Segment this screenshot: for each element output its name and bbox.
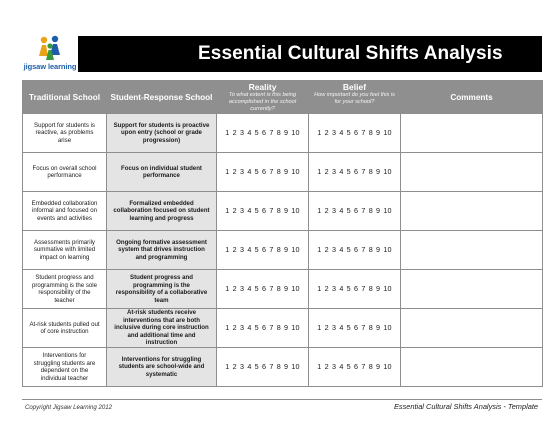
belief-rating-option[interactable]: 2 bbox=[324, 362, 329, 372]
reality-header bbox=[217, 81, 309, 114]
reality-rating-option[interactable]: 3 bbox=[239, 245, 245, 255]
reality-rating-option[interactable]: 5 bbox=[254, 245, 259, 255]
reality-rating-option[interactable]: 2 bbox=[232, 167, 237, 177]
belief-rating-option[interactable]: 3 bbox=[331, 206, 337, 216]
belief-rating-scale bbox=[315, 285, 394, 293]
reality-rating-scale bbox=[223, 168, 302, 176]
reality-rating-option[interactable]: 9 bbox=[284, 284, 289, 294]
belief-rating-option[interactable]: 1 bbox=[317, 284, 322, 294]
reality-rating-option[interactable]: 1 bbox=[225, 323, 230, 333]
belief-rating-option[interactable]: 7 bbox=[361, 245, 366, 255]
belief-rating-option[interactable]: 2 bbox=[324, 167, 329, 177]
belief-rating-option[interactable]: 3 bbox=[331, 167, 337, 177]
table-header-row bbox=[23, 81, 543, 114]
belief-rating-option[interactable]: 9 bbox=[376, 245, 381, 255]
belief-header bbox=[309, 81, 401, 114]
comments-cell[interactable] bbox=[401, 309, 543, 348]
belief-rating-option[interactable]: 7 bbox=[361, 206, 366, 216]
reality-rating-option[interactable]: 9 bbox=[284, 362, 289, 372]
reality-rating-option[interactable]: 6 bbox=[262, 323, 267, 333]
table-row bbox=[23, 231, 543, 270]
belief-rating-scale bbox=[315, 168, 394, 176]
belief-rating-option[interactable]: 4 bbox=[339, 206, 344, 216]
traditional-school-cell: Interventions for struggling students are dependent on the individual teacher bbox=[23, 348, 107, 387]
reality-rating-option[interactable]: 2 bbox=[232, 284, 237, 294]
reality-rating-option[interactable]: 9 bbox=[284, 206, 289, 216]
belief-rating-option[interactable]: 2 bbox=[324, 323, 329, 333]
belief-rating-option[interactable]: 10 bbox=[383, 167, 392, 177]
comments-cell[interactable] bbox=[401, 270, 543, 309]
reality-rating-option[interactable]: 10 bbox=[291, 362, 300, 372]
reality-rating-option[interactable]: 4 bbox=[247, 206, 252, 216]
footer-divider bbox=[22, 399, 542, 400]
belief-rating-option[interactable]: 9 bbox=[376, 206, 381, 216]
belief-rating-option[interactable]: 6 bbox=[354, 323, 359, 333]
reality-rating-option[interactable]: 10 bbox=[291, 323, 300, 333]
belief-rating-option[interactable]: 9 bbox=[376, 128, 381, 138]
belief-rating-option[interactable]: 3 bbox=[331, 245, 337, 255]
belief-rating-option[interactable]: 8 bbox=[368, 284, 373, 294]
reality-rating-option[interactable]: 2 bbox=[232, 245, 237, 255]
reality-rating-option[interactable]: 4 bbox=[247, 167, 252, 177]
student-response-school-cell: Interventions for struggling students are school-wide and systematic bbox=[107, 348, 217, 387]
reality-rating-cell bbox=[217, 192, 309, 231]
reality-rating-option[interactable]: 9 bbox=[284, 167, 289, 177]
reality-description: To what extent is this being accomplished in the school currently? bbox=[228, 92, 297, 112]
table-row bbox=[23, 348, 543, 387]
reality-rating-option[interactable]: 2 bbox=[232, 323, 237, 333]
belief-rating-scale bbox=[315, 363, 394, 371]
reality-rating-scale bbox=[223, 246, 302, 254]
belief-rating-option[interactable]: 8 bbox=[368, 206, 373, 216]
belief-rating-option[interactable]: 10 bbox=[383, 245, 392, 255]
table-row bbox=[23, 309, 543, 348]
table-row bbox=[23, 192, 543, 231]
belief-rating-option[interactable]: 7 bbox=[361, 128, 366, 138]
belief-rating-cell bbox=[309, 231, 401, 270]
reality-rating-option[interactable]: 1 bbox=[225, 128, 230, 138]
reality-rating-option[interactable]: 3 bbox=[239, 167, 245, 177]
belief-rating-option[interactable]: 6 bbox=[354, 167, 359, 177]
belief-rating-option[interactable]: 6 bbox=[354, 245, 359, 255]
traditional-school-cell: Embedded collaboration informal and focused on events and activities bbox=[23, 192, 107, 231]
student-response-school-cell: Formalized embedded collaboration focused on student learning and progress bbox=[107, 192, 217, 231]
traditional-school-cell: Assessments primarily summative with limited impact on learning bbox=[23, 231, 107, 270]
belief-rating-option[interactable]: 6 bbox=[354, 362, 359, 372]
belief-rating-option[interactable]: 5 bbox=[346, 167, 351, 177]
reality-rating-option[interactable]: 9 bbox=[284, 323, 289, 333]
belief-rating-option[interactable]: 1 bbox=[317, 206, 322, 216]
belief-rating-cell bbox=[309, 348, 401, 387]
student-response-school-cell: Ongoing formative assessment system that drives instruction and programming bbox=[107, 231, 217, 270]
belief-rating-cell bbox=[309, 192, 401, 231]
belief-rating-option[interactable]: 5 bbox=[346, 206, 351, 216]
belief-rating-option[interactable]: 5 bbox=[346, 284, 351, 294]
reality-rating-option[interactable]: 10 bbox=[291, 206, 300, 216]
reality-rating-option[interactable]: 3 bbox=[239, 323, 245, 333]
comments-cell[interactable] bbox=[401, 231, 543, 270]
belief-rating-option[interactable]: 2 bbox=[324, 128, 329, 138]
reality-rating-cell bbox=[217, 270, 309, 309]
logo-text: jigsaw learning bbox=[23, 62, 77, 71]
reality-rating-option[interactable]: 7 bbox=[269, 362, 274, 372]
reality-rating-option[interactable]: 7 bbox=[269, 128, 274, 138]
reality-rating-option[interactable]: 7 bbox=[269, 323, 274, 333]
belief-rating-option[interactable]: 9 bbox=[376, 362, 381, 372]
belief-rating-cell bbox=[309, 309, 401, 348]
belief-rating-option[interactable]: 3 bbox=[331, 323, 337, 333]
reality-rating-option[interactable]: 8 bbox=[276, 167, 281, 177]
table-row bbox=[23, 114, 543, 153]
table-row bbox=[23, 270, 543, 309]
belief-rating-option[interactable]: 7 bbox=[361, 362, 366, 372]
belief-description: How important do you feel this is for your school? bbox=[314, 92, 395, 105]
reality-rating-scale bbox=[223, 129, 302, 137]
reality-rating-scale bbox=[223, 207, 302, 215]
page-title: Essential Cultural Shifts Analysis bbox=[78, 36, 542, 72]
belief-rating-cell bbox=[309, 114, 401, 153]
reality-rating-option[interactable]: 10 bbox=[291, 284, 300, 294]
reality-title: Reality bbox=[248, 82, 277, 92]
traditional-school-cell: Support for students is reactive, as problems arise bbox=[23, 114, 107, 153]
table-row bbox=[23, 153, 543, 192]
comments-cell[interactable] bbox=[401, 114, 543, 153]
reality-rating-option[interactable]: 8 bbox=[276, 206, 281, 216]
comments-header: Comments bbox=[401, 81, 543, 114]
belief-rating-option[interactable]: 3 bbox=[331, 128, 337, 138]
reality-rating-option[interactable]: 5 bbox=[254, 284, 259, 294]
belief-rating-option[interactable]: 3 bbox=[331, 362, 337, 372]
traditional-school-header: Traditional School bbox=[23, 81, 107, 114]
belief-rating-option[interactable]: 2 bbox=[324, 284, 329, 294]
reality-rating-option[interactable]: 4 bbox=[247, 284, 252, 294]
belief-rating-option[interactable]: 8 bbox=[368, 167, 373, 177]
belief-rating-option[interactable]: 3 bbox=[331, 284, 337, 294]
reality-rating-option[interactable]: 8 bbox=[276, 323, 281, 333]
reality-rating-option[interactable]: 6 bbox=[262, 245, 267, 255]
belief-rating-option[interactable]: 1 bbox=[317, 362, 322, 372]
reality-rating-option[interactable]: 2 bbox=[232, 206, 237, 216]
reality-rating-option[interactable]: 8 bbox=[276, 128, 281, 138]
belief-rating-option[interactable]: 8 bbox=[368, 245, 373, 255]
reality-rating-option[interactable]: 3 bbox=[239, 206, 245, 216]
belief-rating-option[interactable]: 6 bbox=[354, 128, 359, 138]
belief-rating-option[interactable]: 10 bbox=[383, 128, 392, 138]
reality-rating-option[interactable]: 7 bbox=[269, 206, 274, 216]
traditional-school-cell: At-risk students pulled out of core instruction bbox=[23, 309, 107, 348]
reality-rating-option[interactable]: 10 bbox=[291, 167, 300, 177]
reality-rating-option[interactable]: 1 bbox=[225, 245, 230, 255]
belief-rating-option[interactable]: 4 bbox=[339, 362, 344, 372]
reality-rating-option[interactable]: 2 bbox=[232, 362, 237, 372]
belief-rating-option[interactable]: 4 bbox=[339, 323, 344, 333]
belief-rating-option[interactable]: 6 bbox=[354, 206, 359, 216]
reality-rating-option[interactable]: 7 bbox=[269, 167, 274, 177]
reality-rating-option[interactable]: 8 bbox=[276, 362, 281, 372]
belief-rating-scale bbox=[315, 324, 394, 332]
belief-rating-option[interactable]: 4 bbox=[339, 284, 344, 294]
belief-rating-option[interactable]: 2 bbox=[324, 206, 329, 216]
belief-rating-option[interactable]: 1 bbox=[317, 128, 322, 138]
reality-rating-option[interactable]: 4 bbox=[247, 323, 252, 333]
reality-rating-option[interactable]: 8 bbox=[276, 284, 281, 294]
belief-rating-option[interactable]: 6 bbox=[354, 284, 359, 294]
student-response-school-cell: Focus on individual student performance bbox=[107, 153, 217, 192]
student-response-school-cell: Student progress and programming is the responsibility of a collaborative team bbox=[107, 270, 217, 309]
belief-rating-option[interactable]: 8 bbox=[368, 323, 373, 333]
reality-rating-option[interactable]: 6 bbox=[262, 284, 267, 294]
belief-rating-option[interactable]: 4 bbox=[339, 245, 344, 255]
reality-rating-option[interactable]: 3 bbox=[239, 362, 245, 372]
comments-cell[interactable] bbox=[401, 153, 543, 192]
belief-rating-option[interactable]: 4 bbox=[339, 167, 344, 177]
belief-rating-option[interactable]: 9 bbox=[376, 323, 381, 333]
reality-rating-option[interactable]: 4 bbox=[247, 245, 252, 255]
belief-rating-option[interactable]: 4 bbox=[339, 128, 344, 138]
belief-rating-option[interactable]: 9 bbox=[376, 284, 381, 294]
belief-rating-option[interactable]: 10 bbox=[383, 323, 392, 333]
reality-rating-option[interactable]: 4 bbox=[247, 128, 252, 138]
traditional-school-cell: Student progress and programming is the sole responsibility of the teacher bbox=[23, 270, 107, 309]
reality-rating-option[interactable]: 9 bbox=[284, 245, 289, 255]
reality-rating-option[interactable]: 5 bbox=[254, 206, 259, 216]
reality-rating-option[interactable]: 6 bbox=[262, 206, 267, 216]
belief-rating-option[interactable]: 1 bbox=[317, 245, 322, 255]
belief-rating-option[interactable]: 10 bbox=[383, 284, 392, 294]
document-label: Essential Cultural Shifts Analysis - Template bbox=[393, 402, 538, 411]
shifts-analysis-table bbox=[22, 80, 543, 387]
reality-rating-option[interactable]: 6 bbox=[262, 128, 267, 138]
reality-rating-option[interactable]: 9 bbox=[284, 128, 289, 138]
reality-rating-option[interactable]: 3 bbox=[239, 128, 245, 138]
reality-rating-option[interactable]: 3 bbox=[239, 284, 245, 294]
reality-rating-option[interactable]: 6 bbox=[262, 167, 267, 177]
belief-rating-option[interactable]: 5 bbox=[346, 362, 351, 372]
belief-rating-option[interactable]: 5 bbox=[346, 128, 351, 138]
reality-rating-option[interactable]: 1 bbox=[225, 362, 230, 372]
reality-rating-option[interactable]: 7 bbox=[269, 284, 274, 294]
jigsaw-people-icon bbox=[36, 34, 64, 62]
reality-rating-option[interactable]: 7 bbox=[269, 245, 274, 255]
reality-rating-cell bbox=[217, 114, 309, 153]
reality-rating-option[interactable]: 1 bbox=[225, 167, 230, 177]
belief-rating-option[interactable]: 2 bbox=[324, 245, 329, 255]
reality-rating-option[interactable]: 6 bbox=[262, 362, 267, 372]
reality-rating-cell bbox=[217, 153, 309, 192]
reality-rating-option[interactable]: 2 bbox=[232, 128, 237, 138]
reality-rating-option[interactable]: 4 bbox=[247, 362, 252, 372]
comments-cell[interactable] bbox=[401, 192, 543, 231]
belief-rating-option[interactable]: 5 bbox=[346, 245, 351, 255]
reality-rating-cell bbox=[217, 231, 309, 270]
belief-rating-option[interactable]: 5 bbox=[346, 323, 351, 333]
comments-cell[interactable] bbox=[401, 348, 543, 387]
student-response-school-cell: Support for students is proactive upon entry (school or grade progression) bbox=[107, 114, 217, 153]
belief-rating-scale bbox=[315, 129, 394, 137]
belief-title: Belief bbox=[342, 82, 367, 92]
reality-rating-option[interactable]: 5 bbox=[254, 167, 259, 177]
belief-rating-option[interactable]: 10 bbox=[383, 206, 392, 216]
copyright-text: Copyright Jigsaw Learning 2012 bbox=[25, 404, 113, 411]
reality-rating-option[interactable]: 5 bbox=[254, 128, 259, 138]
belief-rating-option[interactable]: 8 bbox=[368, 362, 373, 372]
reality-rating-cell bbox=[217, 348, 309, 387]
belief-rating-scale bbox=[315, 207, 394, 215]
belief-rating-option[interactable]: 10 bbox=[383, 362, 392, 372]
student-response-school-header: Student-Response School bbox=[107, 81, 217, 114]
belief-rating-option[interactable]: 1 bbox=[317, 323, 322, 333]
reality-rating-scale bbox=[223, 324, 302, 332]
reality-rating-option[interactable]: 5 bbox=[254, 323, 259, 333]
traditional-school-cell: Focus on overall school performance bbox=[23, 153, 107, 192]
belief-rating-option[interactable]: 7 bbox=[361, 284, 366, 294]
reality-rating-cell bbox=[217, 309, 309, 348]
belief-rating-option[interactable]: 7 bbox=[361, 323, 366, 333]
reality-rating-option[interactable]: 10 bbox=[291, 245, 300, 255]
reality-rating-scale bbox=[223, 285, 302, 293]
reality-rating-option[interactable]: 10 bbox=[291, 128, 300, 138]
reality-rating-scale bbox=[223, 363, 302, 371]
jigsaw-learning-logo bbox=[22, 32, 78, 76]
reality-rating-option[interactable]: 8 bbox=[276, 245, 281, 255]
belief-rating-option[interactable]: 7 bbox=[361, 167, 366, 177]
belief-rating-scale bbox=[315, 246, 394, 254]
belief-rating-option[interactable]: 1 bbox=[317, 167, 322, 177]
belief-rating-cell bbox=[309, 270, 401, 309]
reality-rating-option[interactable]: 1 bbox=[225, 206, 230, 216]
belief-rating-option[interactable]: 8 bbox=[368, 128, 373, 138]
belief-rating-option[interactable]: 9 bbox=[376, 167, 381, 177]
page-header bbox=[22, 32, 542, 76]
reality-rating-option[interactable]: 5 bbox=[254, 362, 259, 372]
reality-rating-option[interactable]: 1 bbox=[225, 284, 230, 294]
belief-rating-cell bbox=[309, 153, 401, 192]
student-response-school-cell: At-risk students receive interventions that are both inclusive during core instruction and additional time and instruction bbox=[107, 309, 217, 348]
